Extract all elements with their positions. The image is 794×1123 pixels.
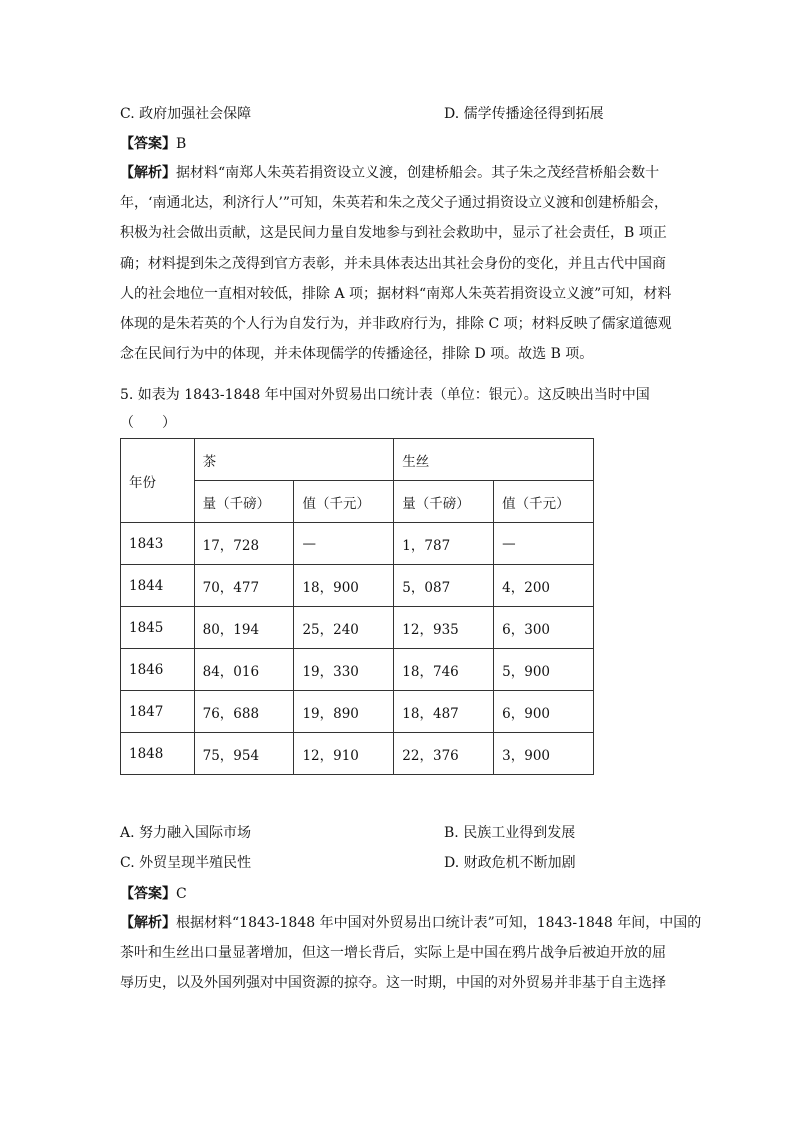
analysis-line: 【解析】根据材料“1843-1848 年中国对外贸易出口统计表”可知，1843-1848 年间，中国的 — [120, 915, 702, 931]
analysis-line: 念在民间行为中的体现，并未体现儒学的传播途径，排除 D 项。故选 B 项。 — [120, 346, 594, 363]
cell: 18，487 — [394, 691, 494, 733]
cell: 76，688 — [194, 691, 294, 733]
analysis-line: 茶叶和生丝出口量显著增加，但这一增长背后，实际上是中国在鸦片战争后被迫开放的屈 — [120, 945, 666, 962]
header-silk: 生丝 — [394, 439, 594, 481]
cell: 12，910 — [294, 733, 394, 775]
table-header-row — [121, 439, 594, 481]
cell: — — [294, 523, 394, 565]
cell: 19，890 — [294, 691, 394, 733]
cell: 84，016 — [194, 649, 294, 691]
cell: 6，300 — [494, 607, 594, 649]
cell: 19，330 — [294, 649, 394, 691]
cell: 75，954 — [194, 733, 294, 775]
analysis-line: 年，‘南通北达，利济行人’”可知，朱英若和朱之茂父子通过捐资设立义渡和创建桥船会， — [120, 195, 669, 212]
table-row — [121, 523, 594, 565]
subheader-silk-qty: 量（千磅） — [394, 481, 494, 523]
answer-value: B — [176, 136, 187, 152]
answer-value: C — [176, 886, 187, 902]
cell: 70，477 — [194, 565, 294, 607]
analysis-line: 【解析】据材料“南郑人朱英若捐资设立义渡，创建桥船会。其子朱之茂经营桥船会数十 — [120, 165, 660, 181]
q5-option-d: D. 财政危机不断加剧 — [444, 855, 576, 871]
q5-option-c: C. 外贸呈现半殖民性 — [120, 855, 252, 871]
cell-year: 1846 — [121, 649, 195, 691]
q5-option-b: B. 民族工业得到发展 — [444, 825, 576, 841]
cell-year: 1844 — [121, 565, 195, 607]
cell: 18，746 — [394, 649, 494, 691]
subheader-tea-qty: 量（千磅） — [194, 481, 294, 523]
table-row — [121, 733, 594, 775]
analysis-line: 积极为社会做出贡献，这是民间力量自发地参与到社会救助中，显示了社会责任，B 项正 — [120, 225, 667, 242]
cell: 17，728 — [194, 523, 294, 565]
cell: 6，900 — [494, 691, 594, 733]
cell-year: 1847 — [121, 691, 195, 733]
subheader-tea-val: 值（千元） — [294, 481, 394, 523]
cell: 22，376 — [394, 733, 494, 775]
cell: 3，900 — [494, 733, 594, 775]
cell: 5，900 — [494, 649, 594, 691]
export-table — [120, 438, 594, 775]
q4-option-d: D. 儒学传播途径得到拓展 — [444, 106, 604, 122]
cell: 80，194 — [194, 607, 294, 649]
answer-label: 【答案】 — [120, 136, 176, 152]
q5-stem: 5. 如表为 1843-1848 年中国对外贸易出口统计表（单位：银元）。这反映出当时中国 — [120, 387, 650, 403]
table-row — [121, 649, 594, 691]
q4-analysis — [120, 158, 672, 369]
analysis-line: 人的社会地位一直相对较低，排除 A 项；据材料“南郑人朱英若捐资设立义渡”可知，材料 — [120, 285, 672, 302]
cell-year: 1843 — [121, 523, 195, 565]
cell: — — [494, 523, 594, 565]
header-year: 年份 — [121, 439, 195, 523]
q5-answer — [120, 883, 187, 903]
q4-option-c: C. 政府加强社会保障 — [120, 106, 252, 122]
cell: 5，087 — [394, 565, 494, 607]
answer-label: 【答案】 — [120, 886, 176, 902]
cell: 12，935 — [394, 607, 494, 649]
analysis-line: 体现的是朱若英的个人行为自发行为，并非政府行为，排除 C 项；材料反映了儒家道德观 — [120, 316, 672, 333]
header-tea: 茶 — [194, 439, 394, 481]
cell-year: 1845 — [121, 607, 195, 649]
subheader-silk-val: 值（千元） — [494, 481, 594, 523]
q4-answer — [120, 133, 186, 153]
analysis-label: 【解析】 — [120, 165, 176, 181]
analysis-line: 确；材料提到朱之茂得到官方表彰，并未具体表达出其社会身份的变化，并且古代中国商 — [120, 255, 666, 272]
q5-blank: （ ） — [120, 415, 176, 431]
table-row — [121, 607, 594, 649]
q5-analysis — [120, 908, 702, 999]
analysis-label: 【解析】 — [120, 915, 176, 931]
table-row — [121, 691, 594, 733]
cell: 18，900 — [294, 565, 394, 607]
q5-option-a: A. 努力融入国际市场 — [120, 825, 252, 841]
cell: 1，787 — [394, 523, 494, 565]
table-row — [121, 565, 594, 607]
analysis-line: 辱历史，以及外国列强对中国资源的掠夺。这一时期，中国的对外贸易并非基于自主选择 — [120, 975, 666, 992]
cell: 4，200 — [494, 565, 594, 607]
cell: 25，240 — [294, 607, 394, 649]
cell-year: 1848 — [121, 733, 195, 775]
